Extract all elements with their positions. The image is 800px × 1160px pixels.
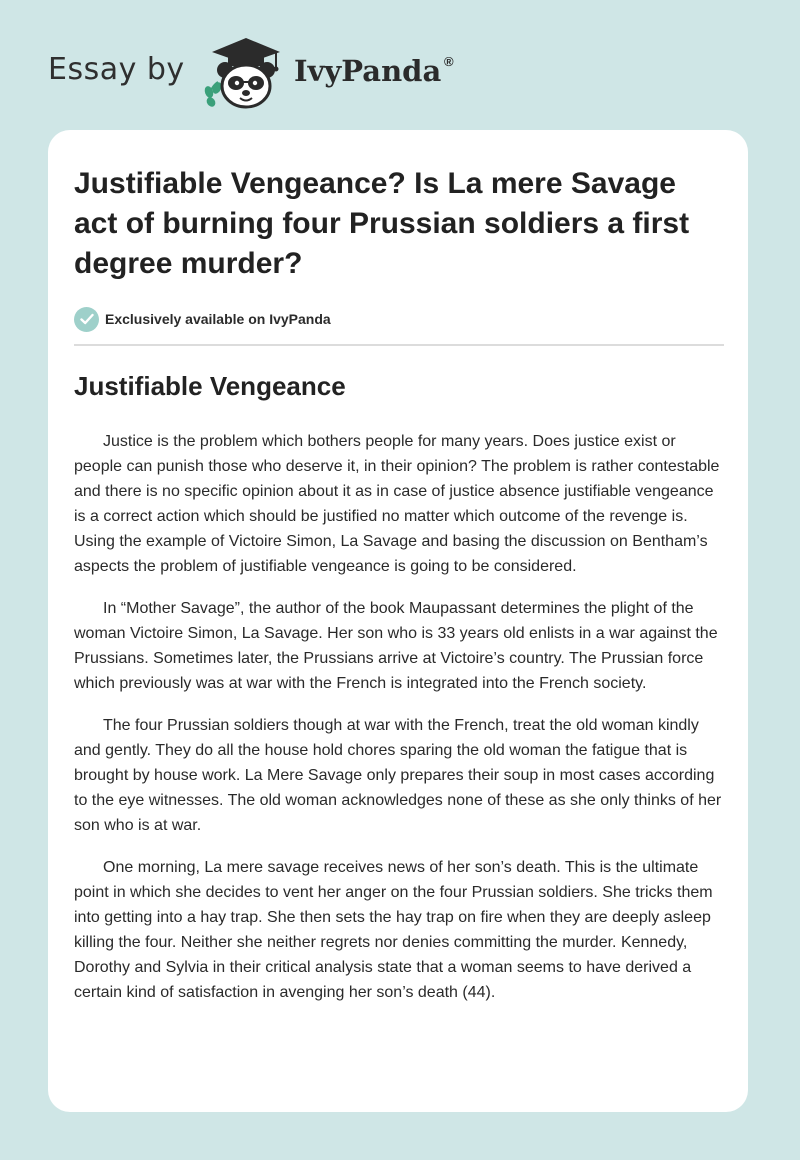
paragraph: The four Prussian soldiers though at war with the French, treat the old woman kindly and gently. They do all the house hold chores sparing the old woman the fatigue that is brought by house work. La Mere Savage only prepares their soup in most cases according to the eye witnesses. The old woman acknowledges none of these as she only thinks of her son who is at war.	[74, 717, 722, 834]
essay-card	[48, 130, 748, 1112]
check-circle-icon	[74, 307, 99, 332]
ivy-leaves-icon	[203, 81, 223, 109]
paragraph: One morning, La mere savage receives news of her son’s death. This is the ultimate point in which she decides to vent her anger on the four Prussian soldiers. She tricks them into getting into a hay trap. She then sets the hay trap on fire when they are deeply asleep killing the four. Neither she neither regrets nor denies committing the murder. Kennedy, Dorothy and Sylvia in their critical analysis state that a woman seems to have derived a certain kind of satisfaction in avenging her son’s death (44).	[74, 859, 713, 1001]
essay-title: Justifiable Vengeance? Is La mere Savage act of burning four Prussian soldiers a first degree murder?	[74, 167, 690, 280]
paragraph: Justice is the problem which bothers people for many years. Does justice exist or people can punish those who deserve it, in their opinion? The problem is rather contestable and there is no specific opinion about it as in case of justice absence justifiable vengeance is a correct action which should be justified no matter which outcome of the revenge is. Using the example of Victoire Simon, La Savage and basing the discussion on Bentham’s aspects the problem of justifiable vengeance is going to be considered.	[74, 433, 720, 575]
section-heading: Justifiable Vengeance	[74, 371, 346, 401]
site-header	[48, 32, 548, 112]
paragraph: In “Mother Savage”, the author of the book Maupassant determines the plight of the woman Victoire Simon, La Savage. Her son who is 33 years old enlists in a war against the Prussians. Sometimes later, the Prussians arrive at Victoire’s country. The Prussian force which previously was at war with the French is integrated into the French society.	[74, 600, 718, 692]
panda-graduate-icon[interactable]	[200, 34, 286, 110]
essay-by-label: Essay by	[48, 52, 185, 87]
brand-name[interactable]: IvyPanda	[294, 54, 442, 88]
registered-mark: ®	[444, 54, 454, 69]
divider	[74, 344, 724, 346]
exclusive-badge	[74, 306, 331, 332]
essay-body	[74, 429, 724, 1022]
exclusive-label: Exclusively available on IvyPanda	[105, 311, 331, 327]
